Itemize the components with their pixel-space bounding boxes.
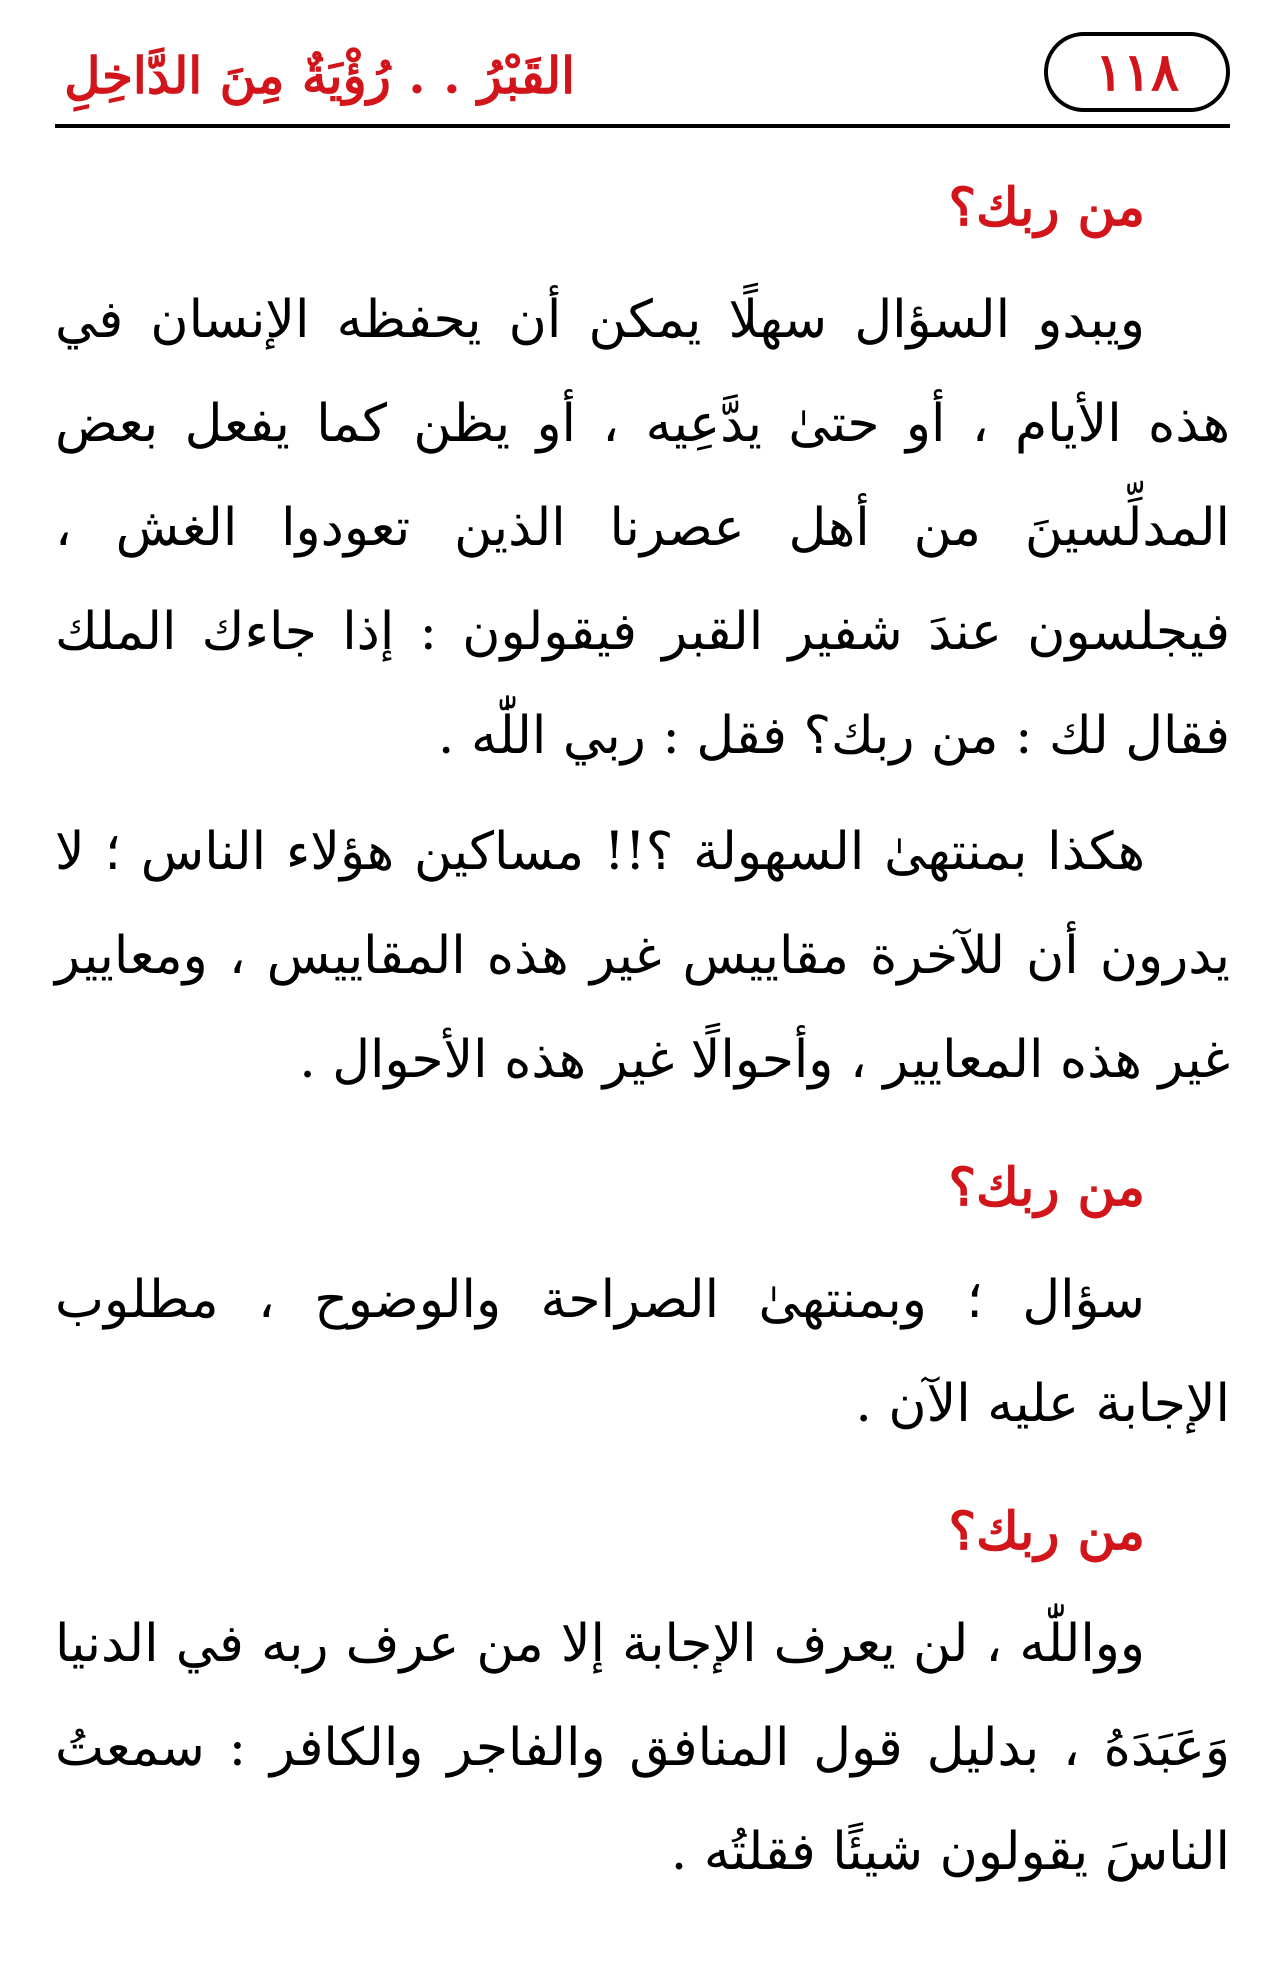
header-divider <box>55 124 1230 128</box>
paragraph: وواللّٰه ، لن يعرف الإجابة إلا من عرف ربه في الدنيا وَعَبَدَهُ ، بدليل قول المنافق والفاجر والكافر : سمعتُ الناسَ يقولون شيئًا فقلتُه . <box>55 1614 1230 1882</box>
running-header <box>55 28 1230 126</box>
page-number-badge <box>1044 32 1230 112</box>
page-number: ١١٨ <box>1095 41 1179 103</box>
section-heading: من ربك؟ <box>948 177 1145 238</box>
paragraph: ويبدو السؤال سهلًا يمكن أن يحفظه الإنسان في هذه الأيام ، أو حتىٰ يدَّعِيه ، أو يظن كما يفعل بعض المدلِّسينَ من أهل عصرنا الذين تعودوا الغش ، فيجلسون عندَ شفير القبر فيقولون : إذا جاءك الملك فقال لك : من ربك؟ فقل : ربي اللّٰه . <box>55 290 1230 766</box>
paragraph: سؤال ؛ وبمنتهىٰ الصراحة والوضوح ، مطلوب الإجابة عليه الآن . <box>55 1270 1230 1434</box>
page-body <box>55 160 1230 1904</box>
running-title: القَبْرُ . . رُؤْيَةٌ مِنَ الدَّاخِلِ <box>64 46 575 105</box>
paragraph: هكذا بمنتهىٰ السهولة ؟!! مساكين هؤلاء الناس ؛ لا يدرون أن للآخرة مقاييس غير هذه المقاييس ، ومعايير غير هذه المعايير ، وأحوالًا غير هذه الأحوال . <box>55 822 1230 1090</box>
section-heading: من ربك؟ <box>948 1501 1145 1562</box>
section-heading: من ربك؟ <box>948 1157 1145 1218</box>
